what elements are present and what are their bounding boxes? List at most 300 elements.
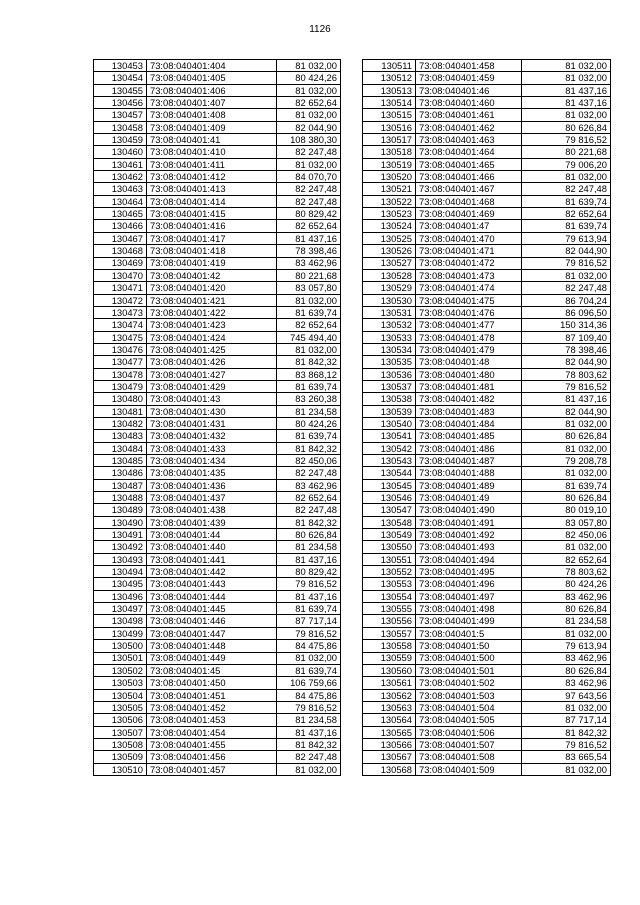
cadastral-number-cell: 73:08:040401:499 bbox=[416, 615, 522, 627]
table-row bbox=[363, 331, 611, 343]
table-row bbox=[94, 763, 341, 775]
cadastral-value-cell: 81 032,00 bbox=[522, 442, 611, 454]
cadastral-value-cell: 84 070,70 bbox=[277, 171, 341, 183]
table-row bbox=[363, 603, 611, 615]
cadastral-value-cell: 80 829,42 bbox=[277, 566, 341, 578]
table-row bbox=[363, 220, 611, 232]
cadastral-value-cell: 81 234,58 bbox=[277, 541, 341, 553]
table-row bbox=[94, 726, 341, 738]
cadastral-value-cell: 83 462,96 bbox=[277, 479, 341, 491]
row-number-cell: 130510 bbox=[94, 763, 147, 775]
cadastral-number-cell: 73:08:040401:464 bbox=[416, 146, 522, 158]
table-row bbox=[94, 380, 341, 392]
table-row bbox=[94, 689, 341, 701]
table-row bbox=[363, 430, 611, 442]
table-row bbox=[363, 664, 611, 676]
row-number-cell: 130483 bbox=[94, 430, 147, 442]
row-number-cell: 130543 bbox=[363, 455, 416, 467]
row-number-cell: 130507 bbox=[94, 726, 147, 738]
table-row bbox=[94, 467, 341, 479]
row-number-cell: 130486 bbox=[94, 467, 147, 479]
table-row bbox=[363, 343, 611, 355]
cadastral-value-cell: 80 626,84 bbox=[522, 664, 611, 676]
table-row bbox=[94, 232, 341, 244]
cadastral-value-cell: 81 234,58 bbox=[522, 615, 611, 627]
cadastral-value-cell: 81 639,74 bbox=[277, 430, 341, 442]
cadastral-number-cell: 73:08:040401:434 bbox=[147, 455, 277, 467]
cadastral-number-cell: 73:08:040401:417 bbox=[147, 232, 277, 244]
cadastral-value-cell: 81 032,00 bbox=[277, 109, 341, 121]
cadastral-value-cell: 80 626,84 bbox=[277, 529, 341, 541]
cadastral-number-cell: 73:08:040401:483 bbox=[416, 405, 522, 417]
row-number-cell: 130457 bbox=[94, 109, 147, 121]
cadastral-number-cell: 73:08:040401:497 bbox=[416, 590, 522, 602]
table-row bbox=[363, 689, 611, 701]
table-row bbox=[363, 208, 611, 220]
table-row bbox=[363, 121, 611, 133]
table-row bbox=[94, 701, 341, 713]
cadastral-value-cell: 81 032,00 bbox=[522, 60, 611, 72]
row-number-cell: 130539 bbox=[363, 405, 416, 417]
cadastral-value-cell: 81 437,16 bbox=[277, 232, 341, 244]
cadastral-number-cell: 73:08:040401:411 bbox=[147, 158, 277, 170]
cadastral-value-cell: 81 842,32 bbox=[277, 356, 341, 368]
table-row bbox=[94, 430, 341, 442]
table-row bbox=[94, 72, 341, 84]
row-number-cell: 130499 bbox=[94, 627, 147, 639]
cadastral-value-cell: 79 816,52 bbox=[522, 134, 611, 146]
row-number-cell: 130536 bbox=[363, 368, 416, 380]
row-number-cell: 130556 bbox=[363, 615, 416, 627]
left-table bbox=[93, 59, 341, 776]
cadastral-value-cell: 82 044,90 bbox=[522, 245, 611, 257]
cadastral-value-cell: 82 652,64 bbox=[277, 492, 341, 504]
cadastral-value-cell: 80 424,26 bbox=[277, 417, 341, 429]
row-number-cell: 130520 bbox=[363, 171, 416, 183]
table-row bbox=[363, 306, 611, 318]
cadastral-value-cell: 83 665,54 bbox=[522, 751, 611, 763]
table-row bbox=[94, 183, 341, 195]
cadastral-value-cell: 79 816,52 bbox=[522, 257, 611, 269]
cadastral-number-cell: 73:08:040401:419 bbox=[147, 257, 277, 269]
row-number-cell: 130567 bbox=[363, 751, 416, 763]
row-number-cell: 130490 bbox=[94, 516, 147, 528]
table-row bbox=[94, 158, 341, 170]
row-number-cell: 130508 bbox=[94, 738, 147, 750]
table-row bbox=[363, 516, 611, 528]
row-number-cell: 130481 bbox=[94, 405, 147, 417]
cadastral-value-cell: 80 626,84 bbox=[522, 492, 611, 504]
table-row bbox=[363, 319, 611, 331]
table-row bbox=[363, 232, 611, 244]
table-row bbox=[363, 84, 611, 96]
row-number-cell: 130534 bbox=[363, 343, 416, 355]
cadastral-value-cell: 81 842,32 bbox=[277, 738, 341, 750]
row-number-cell: 130564 bbox=[363, 714, 416, 726]
row-number-cell: 130498 bbox=[94, 615, 147, 627]
cadastral-value-cell: 79 816,52 bbox=[522, 738, 611, 750]
table-row bbox=[94, 84, 341, 96]
cadastral-number-cell: 73:08:040401:470 bbox=[416, 232, 522, 244]
table-row bbox=[363, 72, 611, 84]
page-number: 1126 bbox=[309, 24, 331, 35]
table-row bbox=[363, 417, 611, 429]
cadastral-number-cell: 73:08:040401:462 bbox=[416, 121, 522, 133]
cadastral-value-cell: 81 639,74 bbox=[277, 380, 341, 392]
cadastral-value-cell: 82 247,48 bbox=[277, 183, 341, 195]
cadastral-number-cell: 73:08:040401:47 bbox=[416, 220, 522, 232]
row-number-cell: 130480 bbox=[94, 393, 147, 405]
cadastral-value-cell: 81 639,74 bbox=[522, 195, 611, 207]
table-row bbox=[94, 529, 341, 541]
cadastral-value-cell: 79 816,52 bbox=[522, 380, 611, 392]
cadastral-value-cell: 82 247,48 bbox=[277, 751, 341, 763]
cadastral-number-cell: 73:08:040401:474 bbox=[416, 282, 522, 294]
cadastral-value-cell: 87 717,14 bbox=[522, 714, 611, 726]
cadastral-value-cell: 81 639,74 bbox=[522, 220, 611, 232]
table-row bbox=[94, 442, 341, 454]
cadastral-number-cell: 73:08:040401:431 bbox=[147, 417, 277, 429]
cadastral-value-cell: 82 652,64 bbox=[277, 220, 341, 232]
table-row bbox=[94, 356, 341, 368]
row-number-cell: 130561 bbox=[363, 677, 416, 689]
cadastral-number-cell: 73:08:040401:49 bbox=[416, 492, 522, 504]
table-row bbox=[363, 677, 611, 689]
cadastral-number-cell: 73:08:040401:488 bbox=[416, 467, 522, 479]
table-row bbox=[94, 257, 341, 269]
row-number-cell: 130563 bbox=[363, 701, 416, 713]
cadastral-number-cell: 73:08:040401:48 bbox=[416, 356, 522, 368]
table-row bbox=[94, 269, 341, 281]
row-number-cell: 130476 bbox=[94, 343, 147, 355]
cadastral-value-cell: 82 044,90 bbox=[522, 405, 611, 417]
cadastral-number-cell: 73:08:040401:481 bbox=[416, 380, 522, 392]
table-row bbox=[94, 393, 341, 405]
cadastral-number-cell: 73:08:040401:460 bbox=[416, 97, 522, 109]
cadastral-value-cell: 81 437,16 bbox=[522, 84, 611, 96]
table-row bbox=[94, 195, 341, 207]
cadastral-value-cell: 80 221,68 bbox=[277, 269, 341, 281]
cadastral-value-cell: 81 842,32 bbox=[277, 442, 341, 454]
table-row bbox=[363, 195, 611, 207]
cadastral-number-cell: 73:08:040401:494 bbox=[416, 553, 522, 565]
cadastral-number-cell: 73:08:040401:443 bbox=[147, 578, 277, 590]
cadastral-value-cell: 83 462,96 bbox=[522, 677, 611, 689]
row-number-cell: 130492 bbox=[94, 541, 147, 553]
table-row bbox=[94, 282, 341, 294]
table-row bbox=[363, 590, 611, 602]
cadastral-number-cell: 73:08:040401:456 bbox=[147, 751, 277, 763]
table-row bbox=[94, 504, 341, 516]
row-number-cell: 130517 bbox=[363, 134, 416, 146]
cadastral-number-cell: 73:08:040401:433 bbox=[147, 442, 277, 454]
left-table-body bbox=[94, 60, 341, 776]
table-row bbox=[94, 664, 341, 676]
cadastral-value-cell: 81 032,00 bbox=[522, 171, 611, 183]
table-row bbox=[363, 763, 611, 775]
row-number-cell: 130518 bbox=[363, 146, 416, 158]
row-number-cell: 130489 bbox=[94, 504, 147, 516]
table-row bbox=[363, 146, 611, 158]
cadastral-value-cell: 86 096,50 bbox=[522, 306, 611, 318]
cadastral-number-cell: 73:08:040401:450 bbox=[147, 677, 277, 689]
table-row bbox=[363, 492, 611, 504]
table-row bbox=[363, 282, 611, 294]
cadastral-number-cell: 73:08:040401:440 bbox=[147, 541, 277, 553]
row-number-cell: 130506 bbox=[94, 714, 147, 726]
cadastral-value-cell: 82 247,48 bbox=[277, 146, 341, 158]
cadastral-number-cell: 73:08:040401:425 bbox=[147, 343, 277, 355]
cadastral-number-cell: 73:08:040401:463 bbox=[416, 134, 522, 146]
cadastral-number-cell: 73:08:040401:484 bbox=[416, 417, 522, 429]
cadastral-number-cell: 73:08:040401:5 bbox=[416, 627, 522, 639]
table-row bbox=[363, 158, 611, 170]
cadastral-number-cell: 73:08:040401:444 bbox=[147, 590, 277, 602]
cadastral-number-cell: 73:08:040401:458 bbox=[416, 60, 522, 72]
cadastral-value-cell: 80 424,26 bbox=[277, 72, 341, 84]
table-row bbox=[363, 726, 611, 738]
cadastral-value-cell: 79 006,20 bbox=[522, 158, 611, 170]
table-row bbox=[94, 516, 341, 528]
cadastral-number-cell: 73:08:040401:42 bbox=[147, 269, 277, 281]
table-row bbox=[363, 380, 611, 392]
row-number-cell: 130542 bbox=[363, 442, 416, 454]
table-row bbox=[363, 405, 611, 417]
row-number-cell: 130565 bbox=[363, 726, 416, 738]
row-number-cell: 130568 bbox=[363, 763, 416, 775]
cadastral-value-cell: 108 380,30 bbox=[277, 134, 341, 146]
cadastral-value-cell: 78 398,46 bbox=[522, 343, 611, 355]
table-row bbox=[94, 208, 341, 220]
cadastral-number-cell: 73:08:040401:410 bbox=[147, 146, 277, 158]
cadastral-value-cell: 81 437,16 bbox=[277, 553, 341, 565]
cadastral-number-cell: 73:08:040401:495 bbox=[416, 566, 522, 578]
cadastral-number-cell: 73:08:040401:472 bbox=[416, 257, 522, 269]
row-number-cell: 130458 bbox=[94, 121, 147, 133]
cadastral-value-cell: 79 613,94 bbox=[522, 232, 611, 244]
cadastral-value-cell: 81 437,16 bbox=[277, 590, 341, 602]
row-number-cell: 130470 bbox=[94, 269, 147, 281]
table-row bbox=[94, 121, 341, 133]
cadastral-number-cell: 73:08:040401:416 bbox=[147, 220, 277, 232]
table-row bbox=[94, 590, 341, 602]
cadastral-number-cell: 73:08:040401:420 bbox=[147, 282, 277, 294]
cadastral-value-cell: 78 398,46 bbox=[277, 245, 341, 257]
cadastral-number-cell: 73:08:040401:438 bbox=[147, 504, 277, 516]
cadastral-value-cell: 81 032,00 bbox=[277, 343, 341, 355]
cadastral-number-cell: 73:08:040401:437 bbox=[147, 492, 277, 504]
table-row bbox=[94, 343, 341, 355]
cadastral-value-cell: 81 032,00 bbox=[522, 109, 611, 121]
table-row bbox=[363, 134, 611, 146]
cadastral-value-cell: 79 816,52 bbox=[277, 578, 341, 590]
row-number-cell: 130515 bbox=[363, 109, 416, 121]
cadastral-number-cell: 73:08:040401:498 bbox=[416, 603, 522, 615]
cadastral-number-cell: 73:08:040401:504 bbox=[416, 701, 522, 713]
table-row bbox=[94, 578, 341, 590]
table-row bbox=[363, 541, 611, 553]
cadastral-number-cell: 73:08:040401:442 bbox=[147, 566, 277, 578]
table-row bbox=[363, 738, 611, 750]
cadastral-number-cell: 73:08:040401:492 bbox=[416, 529, 522, 541]
cadastral-number-cell: 73:08:040401:489 bbox=[416, 479, 522, 491]
row-number-cell: 130532 bbox=[363, 319, 416, 331]
cadastral-value-cell: 81 234,58 bbox=[277, 714, 341, 726]
cadastral-number-cell: 73:08:040401:44 bbox=[147, 529, 277, 541]
row-number-cell: 130466 bbox=[94, 220, 147, 232]
cadastral-value-cell: 82 247,48 bbox=[522, 183, 611, 195]
row-number-cell: 130494 bbox=[94, 566, 147, 578]
cadastral-value-cell: 81 639,74 bbox=[277, 664, 341, 676]
row-number-cell: 130560 bbox=[363, 664, 416, 676]
cadastral-value-cell: 80 829,42 bbox=[277, 208, 341, 220]
table-row bbox=[363, 442, 611, 454]
row-number-cell: 130546 bbox=[363, 492, 416, 504]
row-number-cell: 130471 bbox=[94, 282, 147, 294]
table-row bbox=[94, 677, 341, 689]
table-row bbox=[363, 701, 611, 713]
table-row bbox=[363, 269, 611, 281]
cadastral-value-cell: 79 208,78 bbox=[522, 455, 611, 467]
table-row bbox=[363, 368, 611, 380]
row-number-cell: 130538 bbox=[363, 393, 416, 405]
cadastral-number-cell: 73:08:040401:447 bbox=[147, 627, 277, 639]
table-row bbox=[363, 627, 611, 639]
cadastral-value-cell: 82 652,64 bbox=[277, 319, 341, 331]
cadastral-value-cell: 82 652,64 bbox=[522, 208, 611, 220]
cadastral-value-cell: 81 639,74 bbox=[277, 603, 341, 615]
cadastral-value-cell: 81 032,00 bbox=[277, 158, 341, 170]
table-row bbox=[94, 566, 341, 578]
table-row bbox=[94, 553, 341, 565]
cadastral-value-cell: 83 260,38 bbox=[277, 393, 341, 405]
row-number-cell: 130461 bbox=[94, 158, 147, 170]
cadastral-value-cell: 82 044,90 bbox=[522, 356, 611, 368]
row-number-cell: 130474 bbox=[94, 319, 147, 331]
row-number-cell: 130531 bbox=[363, 306, 416, 318]
cadastral-number-cell: 73:08:040401:461 bbox=[416, 109, 522, 121]
cadastral-number-cell: 73:08:040401:493 bbox=[416, 541, 522, 553]
table-row bbox=[94, 220, 341, 232]
row-number-cell: 130485 bbox=[94, 455, 147, 467]
table-row bbox=[363, 109, 611, 121]
row-number-cell: 130541 bbox=[363, 430, 416, 442]
cadastral-value-cell: 81 437,16 bbox=[522, 97, 611, 109]
cadastral-value-cell: 82 450,06 bbox=[522, 529, 611, 541]
cadastral-number-cell: 73:08:040401:509 bbox=[416, 763, 522, 775]
cadastral-number-cell: 73:08:040401:471 bbox=[416, 245, 522, 257]
cadastral-number-cell: 73:08:040401:409 bbox=[147, 121, 277, 133]
row-number-cell: 130558 bbox=[363, 640, 416, 652]
cadastral-value-cell: 81 639,74 bbox=[277, 306, 341, 318]
cadastral-value-cell: 81 032,00 bbox=[277, 763, 341, 775]
cadastral-number-cell: 73:08:040401:467 bbox=[416, 183, 522, 195]
table-row bbox=[94, 652, 341, 664]
row-number-cell: 130544 bbox=[363, 467, 416, 479]
row-number-cell: 130523 bbox=[363, 208, 416, 220]
cadastral-value-cell: 83 057,80 bbox=[277, 282, 341, 294]
row-number-cell: 130482 bbox=[94, 417, 147, 429]
cadastral-value-cell: 81 032,00 bbox=[522, 701, 611, 713]
cadastral-number-cell: 73:08:040401:466 bbox=[416, 171, 522, 183]
cadastral-value-cell: 84 475,86 bbox=[277, 689, 341, 701]
table-row bbox=[363, 467, 611, 479]
cadastral-number-cell: 73:08:040401:46 bbox=[416, 84, 522, 96]
cadastral-value-cell: 87 109,40 bbox=[522, 331, 611, 343]
table-row bbox=[363, 171, 611, 183]
cadastral-number-cell: 73:08:040401:505 bbox=[416, 714, 522, 726]
row-number-cell: 130454 bbox=[94, 72, 147, 84]
row-number-cell: 130488 bbox=[94, 492, 147, 504]
table-row bbox=[363, 615, 611, 627]
cadastral-number-cell: 73:08:040401:415 bbox=[147, 208, 277, 220]
row-number-cell: 130493 bbox=[94, 553, 147, 565]
cadastral-value-cell: 80 424,26 bbox=[522, 578, 611, 590]
cadastral-value-cell: 82 247,48 bbox=[277, 195, 341, 207]
cadastral-value-cell: 82 450,06 bbox=[277, 455, 341, 467]
cadastral-number-cell: 73:08:040401:507 bbox=[416, 738, 522, 750]
row-number-cell: 130540 bbox=[363, 417, 416, 429]
cadastral-value-cell: 150 314,36 bbox=[522, 319, 611, 331]
cadastral-number-cell: 73:08:040401:480 bbox=[416, 368, 522, 380]
cadastral-number-cell: 73:08:040401:435 bbox=[147, 467, 277, 479]
cadastral-number-cell: 73:08:040401:429 bbox=[147, 380, 277, 392]
cadastral-value-cell: 78 803,62 bbox=[522, 566, 611, 578]
table-row bbox=[363, 578, 611, 590]
row-number-cell: 130555 bbox=[363, 603, 416, 615]
right-table-body bbox=[363, 60, 611, 776]
cadastral-number-cell: 73:08:040401:506 bbox=[416, 726, 522, 738]
row-number-cell: 130545 bbox=[363, 479, 416, 491]
table-row bbox=[94, 60, 341, 72]
cadastral-value-cell: 82 044,90 bbox=[277, 121, 341, 133]
row-number-cell: 130513 bbox=[363, 84, 416, 96]
table-row bbox=[94, 603, 341, 615]
table-row bbox=[94, 615, 341, 627]
cadastral-number-cell: 73:08:040401:501 bbox=[416, 664, 522, 676]
cadastral-value-cell: 81 032,00 bbox=[277, 652, 341, 664]
cadastral-number-cell: 73:08:040401:477 bbox=[416, 319, 522, 331]
cadastral-value-cell: 81 032,00 bbox=[522, 467, 611, 479]
cadastral-number-cell: 73:08:040401:455 bbox=[147, 738, 277, 750]
cadastral-value-cell: 81 032,00 bbox=[277, 60, 341, 72]
row-number-cell: 130460 bbox=[94, 146, 147, 158]
cadastral-number-cell: 73:08:040401:407 bbox=[147, 97, 277, 109]
cadastral-number-cell: 73:08:040401:465 bbox=[416, 158, 522, 170]
row-number-cell: 130465 bbox=[94, 208, 147, 220]
cadastral-number-cell: 73:08:040401:448 bbox=[147, 640, 277, 652]
cadastral-number-cell: 73:08:040401:418 bbox=[147, 245, 277, 257]
cadastral-number-cell: 73:08:040401:469 bbox=[416, 208, 522, 220]
cadastral-value-cell: 81 032,00 bbox=[522, 269, 611, 281]
row-number-cell: 130487 bbox=[94, 479, 147, 491]
row-number-cell: 130495 bbox=[94, 578, 147, 590]
cadastral-value-cell: 81 032,00 bbox=[522, 763, 611, 775]
table-row bbox=[363, 553, 611, 565]
table-row bbox=[94, 417, 341, 429]
table-row bbox=[363, 393, 611, 405]
right-table bbox=[362, 59, 611, 776]
cadastral-number-cell: 73:08:040401:491 bbox=[416, 516, 522, 528]
row-number-cell: 130484 bbox=[94, 442, 147, 454]
table-row bbox=[94, 492, 341, 504]
table-row bbox=[94, 738, 341, 750]
cadastral-value-cell: 81 437,16 bbox=[277, 726, 341, 738]
row-number-cell: 130502 bbox=[94, 664, 147, 676]
cadastral-number-cell: 73:08:040401:427 bbox=[147, 368, 277, 380]
row-number-cell: 130528 bbox=[363, 269, 416, 281]
cadastral-value-cell: 80 221,68 bbox=[522, 146, 611, 158]
